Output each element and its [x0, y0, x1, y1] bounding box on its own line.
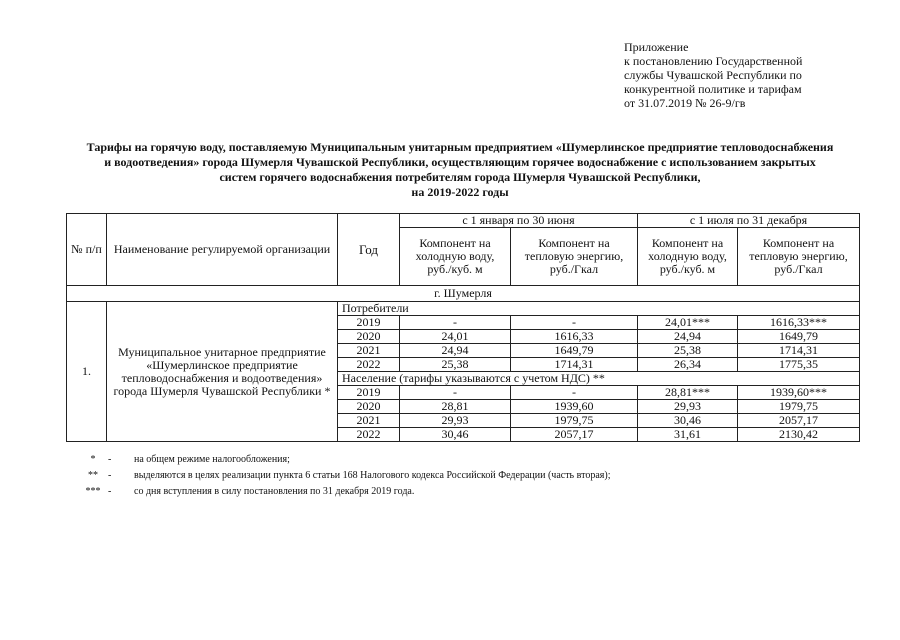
value-cell: 2057,17 — [511, 428, 638, 442]
value-cell: 1616,33 — [511, 330, 638, 344]
footnote-mark: ** — [88, 470, 98, 481]
appendix-line: от 31.07.2019 № 26-9/гв — [624, 96, 746, 110]
value-cell: 24,01 — [400, 330, 511, 344]
row-number: 1. — [67, 302, 107, 442]
footnotes — [78, 452, 610, 500]
appendix-line: к постановлению Государственной — [624, 54, 803, 68]
value-cell: 1939,60 — [511, 400, 638, 414]
appendix-block — [624, 40, 884, 110]
header-num: № п/п — [67, 214, 107, 286]
header-period-1: с 1 января по 30 июня — [400, 214, 638, 228]
value-cell: 1979,75 — [738, 400, 860, 414]
value-cell: 1714,31 — [738, 344, 860, 358]
value-cell: 1979,75 — [511, 414, 638, 428]
value-cell: 24,94 — [638, 330, 738, 344]
header-heat-2: Компонент на тепловую энергию, руб./Гкал — [738, 228, 860, 286]
footnote-mark: *** — [85, 486, 101, 497]
group-row — [67, 302, 860, 316]
footnote-dash: - — [108, 454, 112, 465]
footnote — [78, 468, 610, 484]
value-cell: 1616,33*** — [738, 316, 860, 330]
value-cell: 31,61 — [638, 428, 738, 442]
group-label: Население (тарифы указываются с учетом НДС) ** — [338, 372, 860, 386]
year-cell: 2019 — [338, 386, 400, 400]
city-name: г. Шумерля — [67, 286, 860, 302]
value-cell: 24,94 — [400, 344, 511, 358]
group-label: Потребители — [338, 302, 860, 316]
value-cell: 2057,17 — [738, 414, 860, 428]
footnote — [78, 484, 610, 500]
value-cell: - — [511, 316, 638, 330]
year-cell: 2021 — [338, 414, 400, 428]
year-cell: 2021 — [338, 344, 400, 358]
appendix-line: Приложение — [624, 40, 689, 54]
title-line: на 2019-2022 годы — [411, 185, 509, 199]
footnote-text: выделяются в целях реализации пункта 6 статьи 168 Налогового кодекса Российской Федерации (часть вторая); — [134, 470, 611, 481]
footnote — [78, 452, 610, 468]
value-cell: 1649,79 — [511, 344, 638, 358]
year-cell: 2020 — [338, 400, 400, 414]
value-cell: 25,38 — [400, 358, 511, 372]
footnote-dash: - — [108, 470, 112, 481]
year-cell: 2020 — [338, 330, 400, 344]
header-period-2: с 1 июля по 31 декабря — [638, 214, 860, 228]
value-cell: 30,46 — [400, 428, 511, 442]
footnote-text: со дня вступления в силу постановления по 31 декабря 2019 года. — [134, 486, 415, 497]
value-cell: 29,93 — [400, 414, 511, 428]
year-cell: 2019 — [338, 316, 400, 330]
organization-name: Муниципальное унитарное предприятие «Шумерлинское предприятие тепловодоснабжения и водоотведения» города Шумерля Чувашской Республики * — [107, 302, 338, 442]
footnote-mark: * — [90, 454, 96, 465]
header-row — [67, 214, 860, 228]
value-cell: 29,93 — [638, 400, 738, 414]
appendix-line: конкурентной политике и тарифам — [624, 82, 802, 96]
appendix-line: службы Чувашской Республики по — [624, 68, 802, 82]
title-line: Тарифы на горячую воду, поставляемую Муниципальным унитарным предприятием «Шумерлинское предприятие тепловодоснабжения — [86, 140, 834, 154]
value-cell: - — [400, 316, 511, 330]
header-year: Год — [338, 214, 400, 286]
footnote-dash: - — [108, 486, 112, 497]
value-cell: 24,01*** — [638, 316, 738, 330]
value-cell: 30,46 — [638, 414, 738, 428]
value-cell: 2130,42 — [738, 428, 860, 442]
value-cell: 26,34 — [638, 358, 738, 372]
value-cell: 1775,35 — [738, 358, 860, 372]
header-org: Наименование регулируемой организации — [107, 214, 338, 286]
year-cell: 2022 — [338, 358, 400, 372]
footnote-text: на общем режиме налогообложения; — [134, 454, 290, 465]
value-cell: 25,38 — [638, 344, 738, 358]
value-cell: - — [511, 386, 638, 400]
header-cold-2: Компонент на холодную воду, руб./куб. м — [638, 228, 738, 286]
title-line: и водоотведения» города Шумерля Чувашской Республики, осуществляющим горячее водоснабжение с использованием закрытых — [104, 155, 816, 169]
value-cell: 28,81*** — [638, 386, 738, 400]
value-cell: 1714,31 — [511, 358, 638, 372]
value-cell: 1939,60*** — [738, 386, 860, 400]
document-title — [60, 140, 860, 200]
tariff-table — [66, 213, 860, 442]
value-cell: 28,81 — [400, 400, 511, 414]
year-cell: 2022 — [338, 428, 400, 442]
header-heat-1: Компонент на тепловую энергию, руб./Гкал — [511, 228, 638, 286]
value-cell: - — [400, 386, 511, 400]
title-line: систем горячего водоснабжения потребителям города Шумерля Чувашской Республики, — [219, 170, 701, 184]
header-cold-1: Компонент на холодную воду, руб./куб. м — [400, 228, 511, 286]
value-cell: 1649,79 — [738, 330, 860, 344]
city-row — [67, 286, 860, 302]
